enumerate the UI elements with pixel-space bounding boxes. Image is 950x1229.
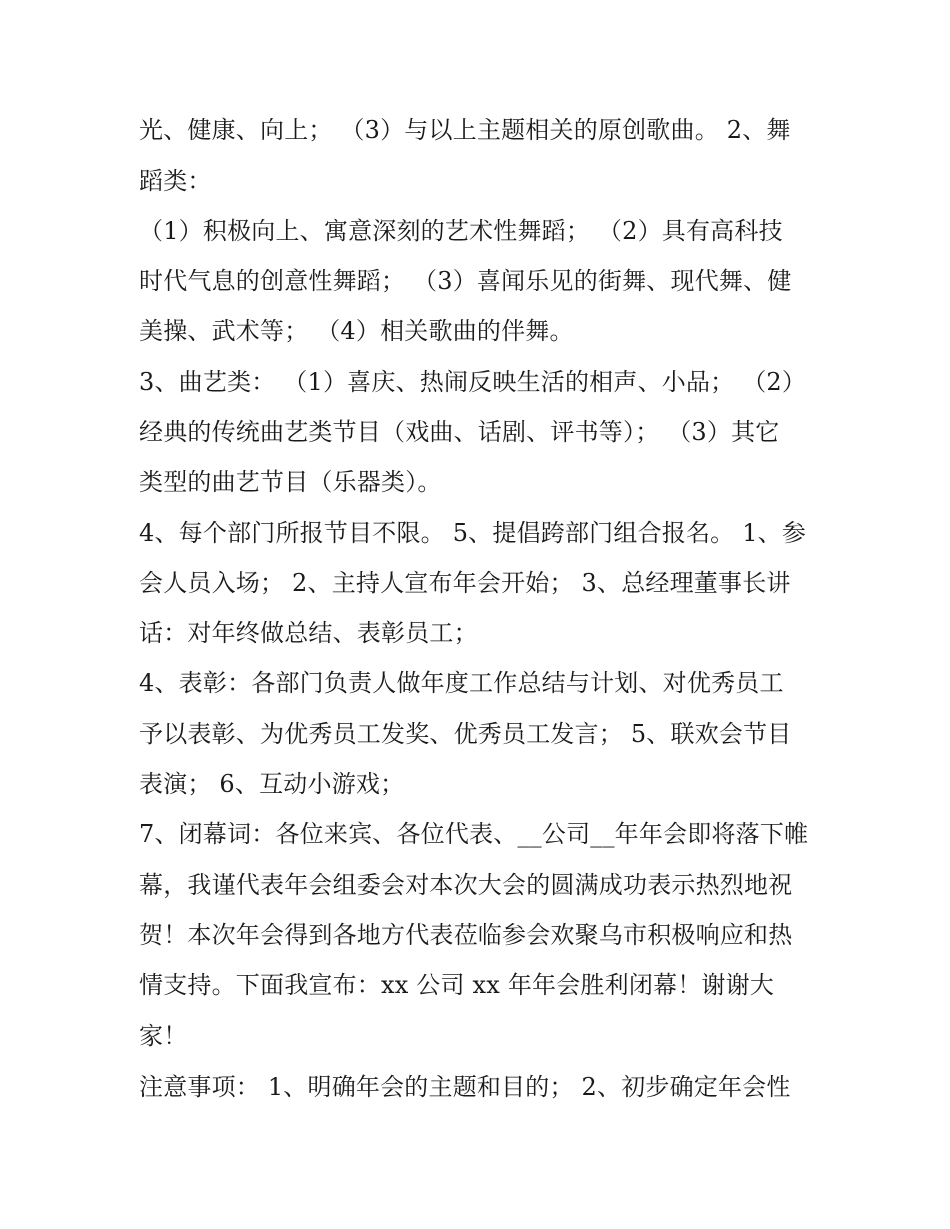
text-line: 时代气息的创意性舞蹈； （3）喜闻乐见的街舞、现代舞、健: [139, 267, 792, 295]
text-line: 光、健康、向上； （3）与以上主题相关的原创歌曲。 2、舞: [139, 116, 791, 144]
text-line: 情支持。下面我宣布：xx 公司 xx 年年会胜利闭幕！谢谢大: [139, 971, 775, 999]
text-line: 4、每个部门所报节目不限。 5、提倡跨部门组合报名。 1、参: [139, 519, 807, 547]
text-line: 注意事项： 1、明确年会的主题和目的； 2、初步确定年会性: [139, 1073, 791, 1101]
text-line: 3、曲艺类： （1）喜庆、热闹反映生活的相声、小品； （2）: [139, 368, 807, 396]
text-line: 7、闭幕词：各位来宾、各位代表、__公司__年年会即将落下帷: [139, 820, 809, 848]
text-line: 表演； 6、互动小游戏；: [139, 770, 405, 798]
text-line: 蹈类：: [139, 167, 212, 195]
text-line: 4、表彰：各部门负责人做年度工作总结与计划、对优秀员工: [139, 669, 784, 697]
text-line: 会人员入场； 2、主持人宣布年会开始； 3、总经理董事长讲: [139, 569, 791, 597]
text-line: 经典的传统曲艺类节目（戏曲、话剧、评书等）； （3）其它: [139, 418, 780, 446]
text-line: 幕，我谨代表年会组委会对本次大会的圆满成功表示热烈地祝: [139, 871, 793, 899]
text-line: 予以表彰、为优秀员工发奖、优秀员工发言； 5、联欢会节目: [139, 720, 792, 748]
text-line: 家！: [139, 1022, 188, 1050]
text-line: （1）积极向上、寓意深刻的艺术性舞蹈； （2）具有高科技: [139, 217, 783, 245]
text-line: 话：对年终做总结、表彰员工；: [139, 619, 478, 647]
text-line: 美操、武术等； （4）相关歌曲的伴舞。: [139, 317, 574, 345]
text-line: 类型的曲艺节目（乐器类）。: [139, 468, 442, 496]
text-line: 贺！本次年会得到各地方代表莅临参会欢聚乌市积极响应和热: [139, 921, 793, 949]
